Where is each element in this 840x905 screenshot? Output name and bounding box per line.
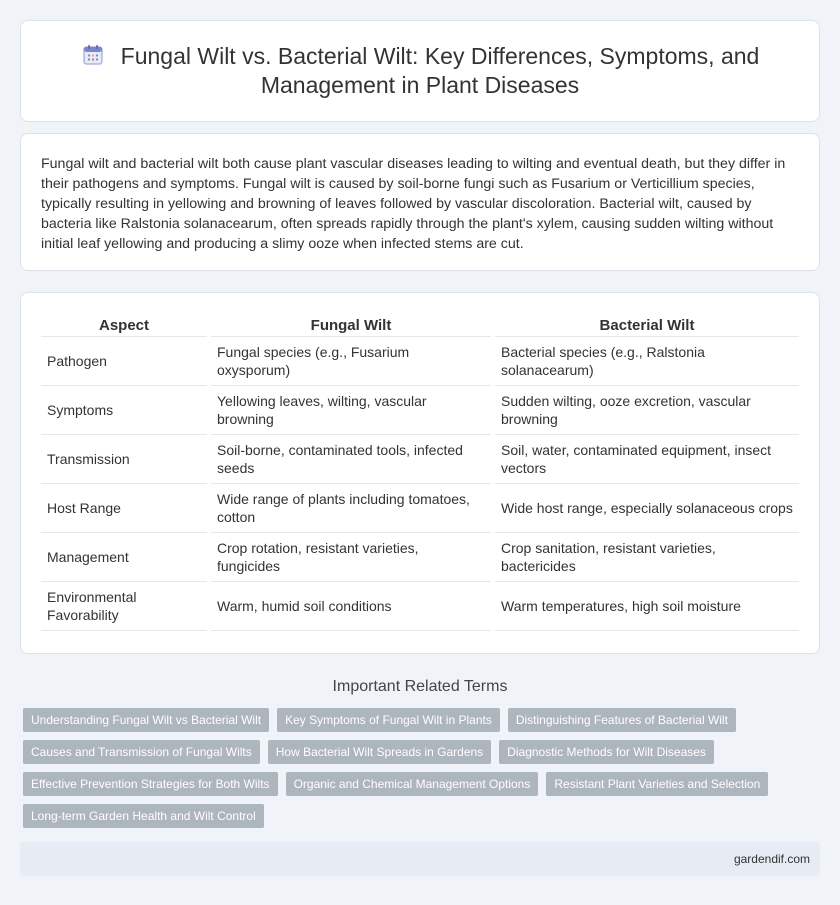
related-term-link[interactable]: Distinguishing Features of Bacterial Wilt [508,708,736,732]
cell-bacterial: Warm temperatures, high soil moisture [495,582,799,631]
related-terms-title: Important Related Terms [332,678,508,695]
cell-bacterial: Wide host range, especially solanaceous crops [495,484,799,533]
table-header-row [41,311,799,337]
header-aspect: Aspect [41,311,207,337]
cell-bacterial: Sudden wilting, ooze excretion, vascular browning [495,386,799,435]
title-card [20,20,820,122]
related-terms-section [0,678,840,828]
header-bacterial-wilt: Bacterial Wilt [495,311,799,337]
cell-bacterial: Bacterial species (e.g., Ralstonia solanacearum) [495,337,799,386]
cell-aspect: Transmission [41,435,207,484]
table-row [41,533,799,582]
related-term-link[interactable]: How Bacterial Wilt Spreads in Gardens [268,740,491,764]
page-title [61,42,779,100]
table-row [41,386,799,435]
intro-card [20,133,820,271]
cell-aspect: Environmental Favorability [41,582,207,631]
table-row [41,582,799,631]
related-term-link[interactable]: Diagnostic Methods for Wilt Diseases [499,740,714,764]
header-fungal-wilt: Fungal Wilt [211,311,491,337]
calendar-icon [81,43,105,67]
table-row [41,337,799,386]
footer-site-name: gardendif.com [733,852,810,866]
related-term-link[interactable]: Causes and Transmission of Fungal Wilts [23,740,260,764]
table-row [41,435,799,484]
related-terms-list [0,708,840,828]
cell-bacterial: Soil, water, contaminated equipment, insect vectors [495,435,799,484]
cell-fungal: Soil-borne, contaminated tools, infected seeds [211,435,491,484]
cell-fungal: Crop rotation, resistant varieties, fungicides [211,533,491,582]
cell-fungal: Warm, humid soil conditions [211,582,491,631]
intro-paragraph: Fungal wilt and bacterial wilt both cause plant vascular diseases leading to wilting and eventual death, but they differ in their pathogens and symptoms. Fungal wilt is caused by soil-borne fungi such as Fusarium or Verticillium species, typically resulting in yellowing and browning of leaves followed by vascular discoloration. Bacterial wilt, caused by bacteria like Ralstonia solanacearum, often spreads rapidly through the plant's xylem, causing sudden wilting without initial leaf yellowing and producing a slimy ooze when infected stems are cut. [41,156,786,252]
table-row [41,484,799,533]
cell-bacterial: Crop sanitation, resistant varieties, bactericides [495,533,799,582]
related-term-link[interactable]: Effective Prevention Strategies for Both Wilts [23,772,278,796]
related-term-link[interactable]: Organic and Chemical Management Options [286,772,539,796]
cell-aspect: Host Range [41,484,207,533]
footer [20,842,820,876]
cell-aspect: Management [41,533,207,582]
related-term-link[interactable]: Understanding Fungal Wilt vs Bacterial Wilt [23,708,269,732]
cell-fungal: Yellowing leaves, wilting, vascular browning [211,386,491,435]
cell-fungal: Fungal species (e.g., Fusarium oxysporum) [211,337,491,386]
related-term-link[interactable]: Key Symptoms of Fungal Wilt in Plants [277,708,500,732]
cell-fungal: Wide range of plants including tomatoes, cotton [211,484,491,533]
page-title-text: Fungal Wilt vs. Bacterial Wilt: Key Differences, Symptoms, and Management in Plant Diseases [120,43,760,98]
comparison-card [20,292,820,654]
comparison-table [37,311,803,631]
cell-aspect: Pathogen [41,337,207,386]
related-term-link[interactable]: Long-term Garden Health and Wilt Control [23,804,264,828]
related-term-link[interactable]: Resistant Plant Varieties and Selection [546,772,768,796]
cell-aspect: Symptoms [41,386,207,435]
